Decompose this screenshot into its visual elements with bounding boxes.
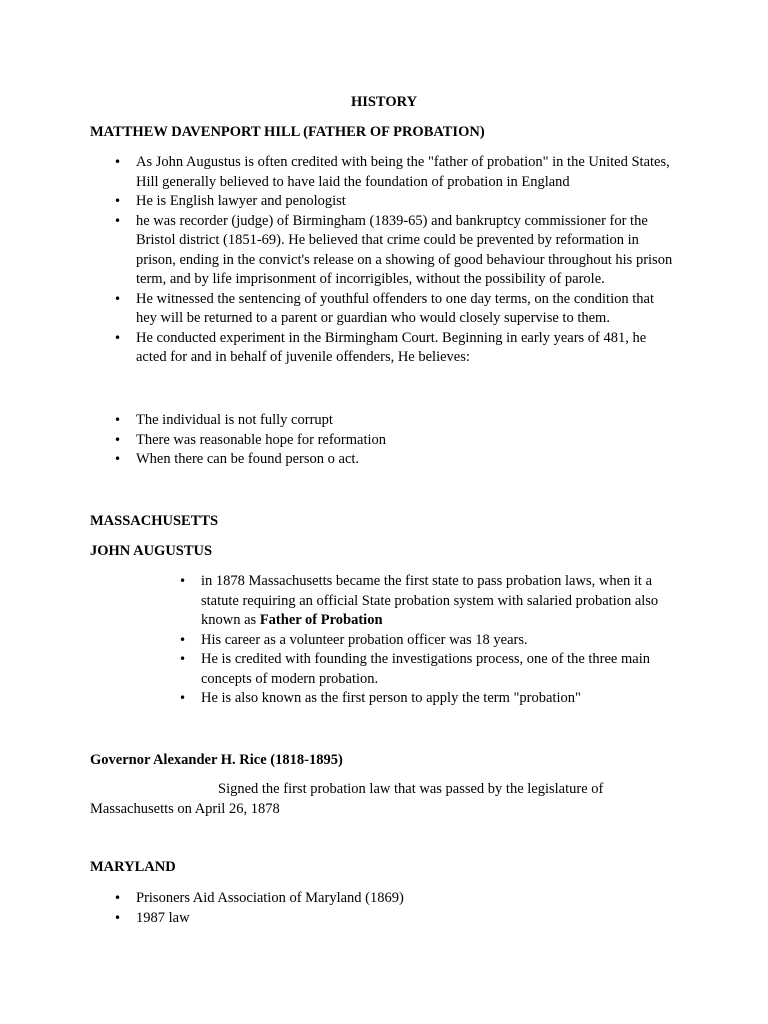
father-of-probation-bold: Father of Probation bbox=[259, 612, 383, 628]
list-item: • 1987 law bbox=[136, 909, 676, 929]
list-item: • As John Augustus is often credited with being the "father of probation" in the United States, Hill generally believed to have laid the foundation of probation in England bbox=[136, 153, 676, 192]
maryland-heading: MARYLAND bbox=[90, 859, 176, 875]
list-item: • He conducted experiment in the Birmingham Court. Beginning in early years of 481, he acted for and in behalf of juvenile offenders, He believes: bbox=[136, 329, 676, 368]
list-item: • His career as a volunteer probation officer was 18 years. bbox=[201, 631, 681, 651]
augustus-bullet-list bbox=[201, 572, 681, 709]
maryland-bullet-list bbox=[136, 889, 676, 928]
rice-paragraph: Signed the first probation law that was passed by the legislature of Massachusetts on April 26, 1878 bbox=[90, 781, 604, 817]
list-item: • There was reasonable hope for reformation bbox=[136, 431, 676, 451]
list-item: • When there can be found person o act. bbox=[136, 450, 676, 470]
beliefs-bullet-list bbox=[136, 411, 676, 470]
hill-heading: MATTHEW DAVENPORT HILL (FATHER OF PROBATION) bbox=[90, 124, 485, 140]
list-item bbox=[201, 572, 681, 631]
list-item: • Prisoners Aid Association of Maryland (1869) bbox=[136, 889, 676, 909]
rice-heading: Governor Alexander H. Rice (1818-1895) bbox=[90, 752, 343, 768]
list-item: • he was recorder (judge) of Birmingham (1839-65) and bankruptcy commissioner for the Bristol district (1851-69). He believed that crime could be prevented by reformation in prison, ending in the convict's release on a showing of good behaviour throughout his prison term, and by life imprisonment of incorrigibles, without the possibility of parole. bbox=[136, 212, 676, 290]
list-item: • He is credited with founding the investigations process, one of the three main concepts of modern probation. bbox=[201, 650, 681, 689]
john-augustus-heading: JOHN AUGUSTUS bbox=[90, 543, 213, 559]
history-title: HISTORY bbox=[350, 94, 418, 110]
list-item: • He witnessed the sentencing of youthful offenders to one day terms, on the condition that hey will be returned to a parent or guardian who would closely supervise to them. bbox=[136, 290, 676, 329]
list-item: • The individual is not fully corrupt bbox=[136, 411, 676, 431]
bullet-text: in 1878 Massachusetts became the first state to pass probation laws, when it a statute requiring an official State probation system with salaried probation also known as bbox=[201, 573, 659, 628]
list-item: • He is English lawyer and penologist bbox=[136, 192, 676, 212]
list-item: • He is also known as the first person to apply the term "probation" bbox=[201, 689, 681, 709]
hill-bullet-list bbox=[136, 153, 676, 368]
massachusetts-heading: MASSACHUSETTS bbox=[90, 513, 219, 529]
